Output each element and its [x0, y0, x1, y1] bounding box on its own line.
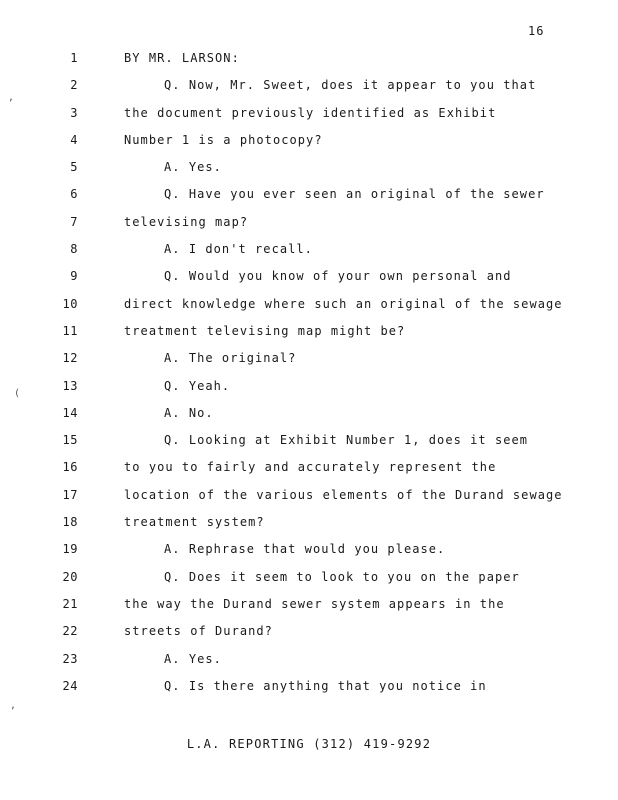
line-number: 6: [70, 187, 78, 202]
transcript-line: [0, 457, 618, 484]
line-text: Number 1 is a photocopy?: [124, 132, 323, 147]
line-number: 21: [62, 596, 78, 611]
scan-mark: ,: [10, 700, 17, 711]
scan-mark: (: [14, 388, 21, 399]
line-text: Q. Would you know of your own personal and: [164, 269, 512, 284]
line-text: A. No.: [164, 405, 214, 420]
line-number: 22: [62, 624, 78, 639]
line-number: 4: [70, 132, 78, 147]
line-text: A. I don't recall.: [164, 242, 313, 257]
line-number: 2: [70, 78, 78, 93]
line-text: A. Yes.: [164, 160, 222, 175]
line-number: 9: [70, 269, 78, 284]
line-text: A. Yes.: [164, 651, 222, 666]
line-text: treatment televising map might be?: [124, 323, 406, 338]
line-text: Q. Yeah.: [164, 378, 231, 393]
line-number: 3: [70, 105, 78, 120]
reporter-footer: L.A. REPORTING (312) 419-9292: [186, 737, 432, 751]
transcript-line: [0, 676, 618, 703]
transcript-line: [0, 348, 618, 375]
line-number: 1: [70, 51, 78, 65]
line-number: 11: [62, 323, 78, 338]
transcript-line: [0, 294, 618, 321]
transcript-line: [0, 403, 618, 430]
line-text: location of the various elements of the Durand sewage: [124, 487, 563, 502]
transcript-line: [0, 266, 618, 293]
line-text: A. The original?: [164, 351, 297, 366]
line-number: 14: [62, 405, 78, 420]
line-number: 7: [70, 214, 78, 229]
line-number: 17: [62, 487, 78, 502]
transcript-line: [0, 376, 618, 403]
transcript-lines: [0, 48, 618, 703]
line-number: 15: [62, 433, 78, 448]
line-text: A. Rephrase that would you please.: [164, 542, 446, 557]
line-text: BY MR. LARSON:: [124, 51, 240, 65]
line-text: treatment system?: [124, 515, 265, 530]
line-text: to you to fairly and accurately represent the: [124, 460, 497, 475]
line-number: 5: [70, 160, 78, 175]
line-number: 13: [62, 378, 78, 393]
transcript-line: [0, 184, 618, 211]
transcript-line: [0, 539, 618, 566]
transcript-line: [0, 430, 618, 457]
line-text: direct knowledge where such an original of the sewage: [124, 296, 563, 311]
scan-mark: ,: [8, 92, 15, 103]
line-number: 18: [62, 515, 78, 530]
line-text: Q. Does it seem to look to you on the paper: [164, 569, 520, 584]
transcript-line: [0, 239, 618, 266]
transcript-line: [0, 567, 618, 594]
line-number: 10: [62, 296, 78, 311]
transcript-line: [0, 212, 618, 239]
page-number: 16: [528, 24, 545, 38]
transcript-line: [0, 512, 618, 539]
transcript-line: [0, 594, 618, 621]
line-number: 16: [62, 460, 78, 475]
transcript-line: [0, 75, 618, 102]
line-text: the way the Durand sewer system appears in the: [124, 596, 505, 611]
line-number: 23: [62, 651, 78, 666]
transcript-line: [0, 157, 618, 184]
line-text: the document previously identified as Exhibit: [124, 105, 497, 120]
line-text: Q. Now, Mr. Sweet, does it appear to you that: [164, 78, 537, 93]
transcript-line: [0, 485, 618, 512]
line-text: Q. Is there anything that you notice in: [164, 678, 487, 693]
line-number: 20: [62, 569, 78, 584]
transcript-line: [0, 621, 618, 648]
transcript-line: [0, 649, 618, 676]
transcript-line: [0, 321, 618, 348]
line-number: 19: [62, 542, 78, 557]
transcript-line: [0, 103, 618, 130]
line-number: 8: [70, 242, 78, 257]
line-text: televising map?: [124, 214, 249, 229]
line-number: 12: [62, 351, 78, 366]
line-number: 24: [62, 678, 78, 693]
line-text: Q. Have you ever seen an original of the sewer: [164, 187, 545, 202]
transcript-line: [0, 48, 618, 75]
line-text: Q. Looking at Exhibit Number 1, does it seem: [164, 433, 529, 448]
line-text: streets of Durand?: [124, 624, 273, 639]
transcript-line: [0, 130, 618, 157]
